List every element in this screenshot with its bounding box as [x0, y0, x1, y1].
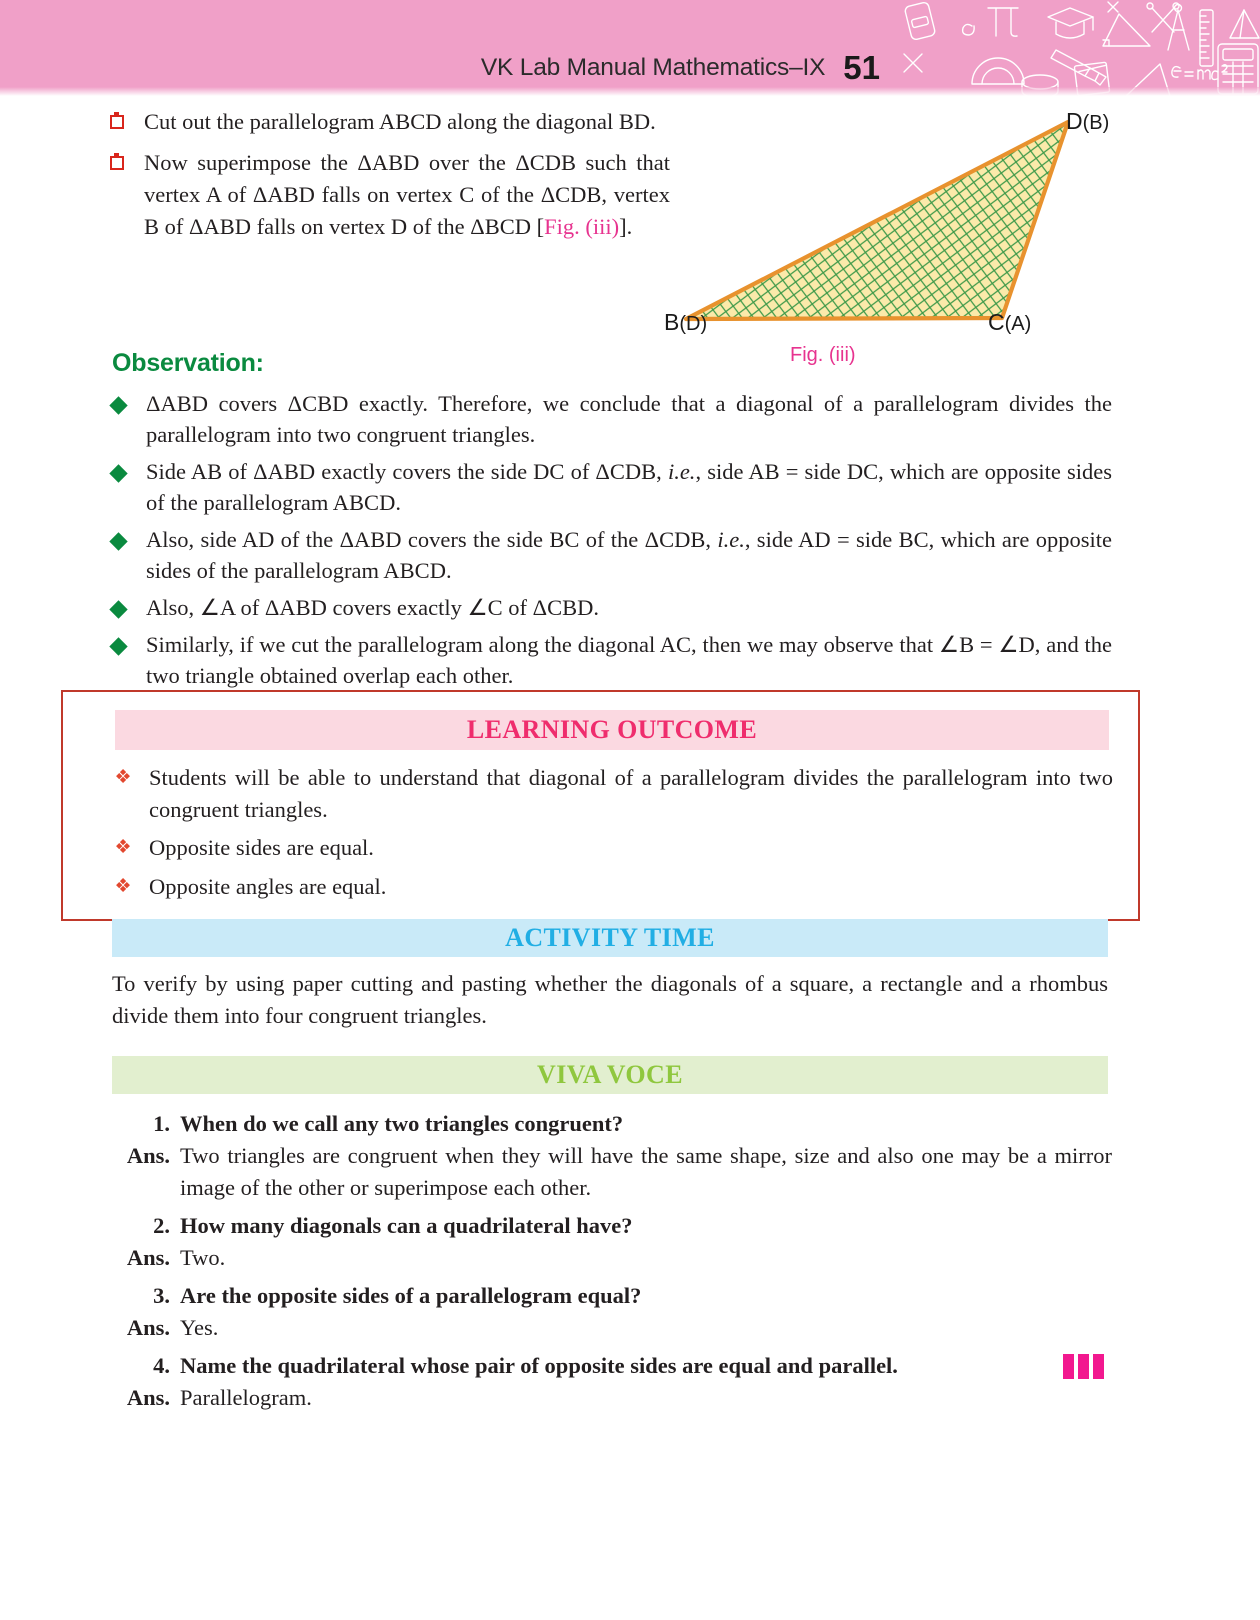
pi-symbol-doodle [963, 8, 1018, 36]
learning-outcome-list [113, 762, 1113, 909]
pyramid-doodle [1230, 10, 1259, 38]
activity-time-paragraph: To verify by using paper cutting and pasting whether the diagonals of a square, a rectangle and a rhombus divide them into four congruent triangles. [112, 971, 1108, 1028]
diamond-bullet-icon [109, 396, 127, 414]
text-run-italic: i.e. [717, 527, 745, 553]
end-marker-bar [1093, 1354, 1104, 1379]
list-item [112, 524, 1112, 586]
end-marker-bar [1063, 1354, 1074, 1379]
vertex-secondary: (B) [1082, 112, 1110, 134]
diamond-bullet-icon [109, 532, 127, 550]
vertex-label-B [664, 309, 707, 336]
vertex-label-C [988, 309, 1031, 336]
end-marker-bar [1078, 1354, 1089, 1379]
floret-bullet-icon: ❖ [114, 767, 132, 788]
text-run: , side AD = side BC, which are opposite sides of the parallelogram ABCD. [146, 527, 1112, 584]
step-text: Cut out the parallelogram ABCD along the diagonal BD. [144, 109, 656, 134]
answer-row [112, 1242, 1112, 1274]
question-number: 3. [153, 1282, 170, 1308]
text-run: ΔABD covers ΔCBD exactly. Therefore, we conclude that a diagonal of a parallelogram divides the parallelogram into two congruent triangles. [146, 391, 1112, 448]
cross-doodle [904, 2, 1118, 72]
diamond-bullet-icon [109, 601, 127, 619]
answer-text: Parallelogram. [180, 1384, 312, 1410]
observation-heading: Observation: [112, 349, 264, 377]
learning-outcome-text: Opposite sides are equal. [149, 835, 374, 860]
header-fade-divider [0, 87, 1260, 96]
learning-outcome-text: Students will be able to understand that diagonal of a parallelogram divides the parallelogram into two congruent triangles. [149, 765, 1113, 822]
triangle-diagram [650, 104, 1120, 334]
activity-time-title: ACTIVITY TIME [505, 923, 715, 952]
viva-voce-banner [112, 1056, 1108, 1094]
observation-text [146, 629, 1112, 691]
page-title: VK Lab Manual Mathematics–IX [480, 54, 826, 81]
figure-reference-link[interactable]: Fig. (iii) [544, 213, 620, 239]
text-run: Similarly, if we cut the parallelogram along the diagonal AC, then we may observe that ∠B = ∠D, and the two triangle obtained overlap each other. [146, 632, 1112, 689]
learning-outcome-box [61, 690, 1140, 921]
diamond-bullet-icon [109, 638, 127, 656]
diamond-bullet-icon [109, 464, 127, 482]
learning-outcome-banner [115, 710, 1109, 750]
answer-label: Ans. [126, 1142, 170, 1168]
vertex-secondary: (D) [679, 313, 708, 335]
text-run: Also, side AD of the ΔABD covers the side BC of the ΔCDB, [146, 527, 718, 553]
checkbox-bullet-icon [110, 156, 124, 170]
question-number: 1. [153, 1111, 170, 1136]
text-run: Also, ∠A of ΔABD covers exactly ∠C of ΔCBD. [146, 595, 599, 621]
vertex-primary: C [988, 309, 1005, 335]
vertex-primary: B [664, 309, 680, 335]
figure-caption: Fig. (iii) [790, 344, 856, 366]
question-text: Are the opposite sides of a parallelogram equal? [180, 1282, 642, 1308]
ruler-doodle [1200, 10, 1213, 66]
list-item [113, 871, 1113, 903]
page-number: 51 [843, 49, 880, 86]
question-number: 4. [153, 1352, 170, 1378]
viva-voce-title: VIVA VOCE [537, 1060, 683, 1089]
question-text: When do we call any two triangles congruent? [180, 1111, 624, 1136]
procedure-steps-list [110, 106, 670, 252]
answer-row [112, 1382, 1112, 1414]
answer-row [112, 1312, 1112, 1344]
list-item [110, 147, 670, 243]
list-item [110, 106, 670, 138]
viva-voce-qa-list [112, 1102, 1112, 1413]
question-row [112, 1280, 1112, 1312]
header-title-row [0, 0, 880, 96]
scissors-doodle [1147, 3, 1179, 32]
question-row [112, 1210, 1112, 1242]
triangle-doodle [1103, 14, 1150, 46]
section-end-marker [1063, 1354, 1104, 1379]
eraser-doodle [904, 2, 936, 41]
vertex-label-D [1066, 108, 1109, 135]
header-doodle-artwork [860, 0, 1260, 96]
emc2-doodle [1172, 65, 1227, 80]
step-text [144, 147, 670, 243]
observation-text [146, 456, 1112, 518]
page-header [0, 0, 1260, 96]
step-text-before: Now superimpose the ΔABD over the ΔCDB such that vertex A of ΔABD falls on vertex C of the ΔCDB, vertex B of ΔABD falls on vertex D of the ΔBCD [ [144, 149, 670, 239]
observation-text [146, 592, 1112, 623]
protractor-doodle [972, 58, 1024, 84]
answer-label: Ans. [126, 1384, 170, 1410]
vertex-secondary: (A) [1004, 313, 1032, 335]
graduation-cap-doodle [1048, 8, 1093, 38]
list-item [112, 388, 1112, 450]
observation-list [112, 388, 1112, 697]
question-row [112, 1350, 1112, 1382]
observation-text [146, 524, 1112, 586]
answer-row [112, 1140, 1112, 1204]
list-item [112, 592, 1112, 623]
step-text-after: ]. [619, 213, 633, 239]
learning-outcome-title: LEARNING OUTCOME [466, 715, 758, 744]
list-item [112, 456, 1112, 518]
list-item [113, 762, 1113, 825]
floret-bullet-icon: ❖ [114, 837, 132, 858]
learning-outcome-text: Opposite angles are equal. [149, 873, 387, 899]
answer-text: Two triangles are congruent when they will have the same shape, size and also one may be a mirror image of the other or superimpose each other. [180, 1142, 1112, 1200]
list-item [113, 832, 1113, 864]
answer-label: Ans. [126, 1314, 170, 1340]
vertex-primary: D [1066, 108, 1083, 134]
text-run: Side AB of ΔABD exactly covers the side DC of ΔCDB, [146, 459, 668, 485]
text-run: , side AB = side DC, which are opposite sides of the parallelogram ABCD. [146, 459, 1112, 516]
answer-text: Yes. [180, 1314, 219, 1340]
activity-time-banner [112, 919, 1108, 957]
list-item [112, 629, 1112, 691]
text-run-italic: i.e. [667, 459, 696, 485]
checkbox-bullet-icon [110, 115, 124, 129]
question-text: How many diagonals can a quadrilateral have? [180, 1212, 633, 1238]
answer-text: Two. [180, 1244, 226, 1270]
figure-iii [650, 104, 1120, 374]
floret-bullet-icon: ❖ [114, 875, 132, 897]
question-number: 2. [153, 1212, 170, 1238]
pencil-doodle [1051, 50, 1106, 85]
compass-doodle [1168, 5, 1189, 51]
observation-text [146, 388, 1112, 450]
answer-label: Ans. [126, 1244, 170, 1270]
question-text: Name the quadrilateral whose pair of opposite sides are equal and parallel. [180, 1352, 898, 1378]
question-row [112, 1108, 1112, 1140]
